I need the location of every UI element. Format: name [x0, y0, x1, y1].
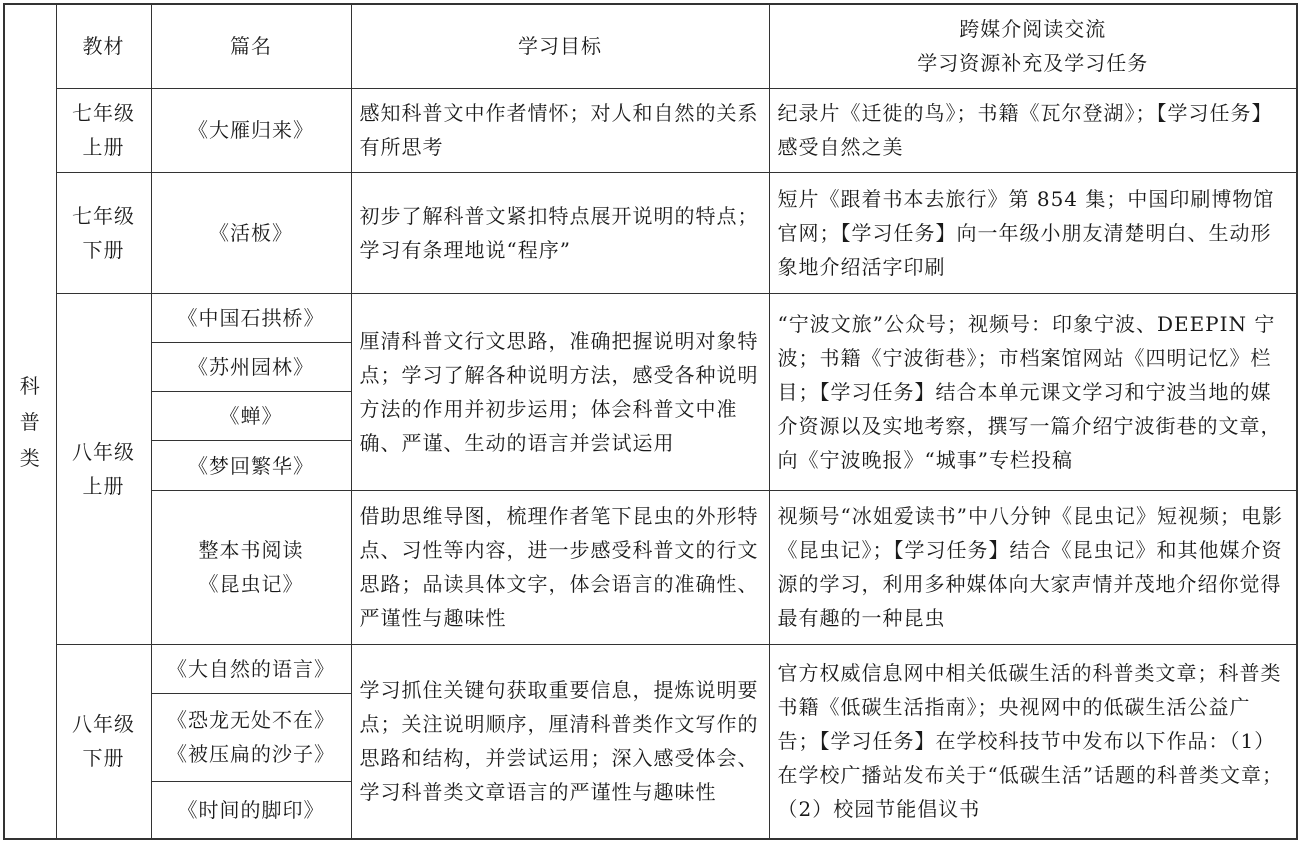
- goal-cell: 感知科普文中作者情怀；对人和自然的关系有所思考: [351, 88, 769, 172]
- title-cell: 《恐龙无处不在》 《被压扁的沙子》: [151, 693, 351, 781]
- grade-cell: 七年级 上册: [56, 88, 151, 172]
- resource-cell: 官方权威信息网中相关低碳生活的科普类文章；科普类书籍《低碳生活指南》；央视网中的低碳生活公益广告；【学习任务】在学校科技节中发布以下作品：（1）在学校广播站发布关于“低碳生活”话题的科普类文章；（2）校园节能倡议书: [769, 644, 1297, 839]
- title-cell: 《中国石拱桥》: [151, 293, 351, 342]
- title-cell: 《时间的脚印》: [151, 781, 351, 839]
- table-row: [4, 293, 1297, 342]
- resource-cell: 短片《跟着书本去旅行》第 854 集；中国印刷博物馆官网；【学习任务】向一年级小朋友清楚明白、生动形象地介绍活字印刷: [769, 172, 1297, 293]
- goal-cell: 初步了解科普文紧扣特点展开说明的特点；学习有条理地说“程序”: [351, 172, 769, 293]
- goal-cell: 厘清科普文行文思路，准确把握说明对象特点；学习了解各种说明方法，感受各种说明方法的作用并初步运用；体会科普文中准确、严谨、生动的语言并尝试运用: [351, 293, 769, 490]
- resource-cell: 纪录片《迁徙的鸟》；书籍《瓦尔登湖》；【学习任务】感受自然之美: [769, 88, 1297, 172]
- header-title: 篇名: [151, 4, 351, 88]
- curriculum-table: [3, 3, 1298, 840]
- grade-cell: 八年级 上册: [56, 293, 151, 644]
- title-cell: 《活板》: [151, 172, 351, 293]
- header-textbook: 教材: [56, 4, 151, 88]
- grade-cell: 八年级 下册: [56, 644, 151, 839]
- title-cell: 《大雁归来》: [151, 88, 351, 172]
- title-cell: 《蝉》: [151, 392, 351, 441]
- title-cell: 整本书阅读 《昆虫记》: [151, 490, 351, 644]
- goal-cell: 借助思维导图，梳理作者笔下昆虫的外形特点、习性等内容，进一步感受科普文的行文思路；品读具体文字，体会语言的准确性、严谨性与趣味性: [351, 490, 769, 644]
- table-row: [4, 644, 1297, 693]
- category-cell: [4, 4, 56, 839]
- resource-cell: 视频号“冰姐爱读书”中八分钟《昆虫记》短视频；电影《昆虫记》；【学习任务】结合《昆虫记》和其他媒介资源的学习，利用多种媒体向大家声情并茂地介绍你觉得最有趣的一种昆虫: [769, 490, 1297, 644]
- grade-cell: 七年级 下册: [56, 172, 151, 293]
- table-row: [4, 490, 1297, 644]
- header-row: [4, 4, 1297, 88]
- table-row: [4, 88, 1297, 172]
- title-cell: 《大自然的语言》: [151, 644, 351, 693]
- resource-cell: “宁波文旅”公众号；视频号：印象宁波、DEEPIN 宁波；书籍《宁波街巷》；市档案馆网站《四明记忆》栏目；【学习任务】结合本单元课文学习和宁波当地的媒介资源以及实地考察，撰写一篇介绍宁波街巷的文章，向《宁波晚报》“城事”专栏投稿: [769, 293, 1297, 490]
- table-row: [4, 172, 1297, 293]
- goal-cell: 学习抓住关键句获取重要信息，提炼说明要点；关注说明顺序，厘清科普类作文写作的思路和结构，并尝试运用；深入感受体会、学习科普类文章语言的严谨性与趣味性: [351, 644, 769, 839]
- title-cell: 《苏州园林》: [151, 342, 351, 391]
- category-label: 科 普 类: [19, 373, 41, 470]
- header-goal: 学习目标: [351, 4, 769, 88]
- title-cell: 《梦回繁华》: [151, 441, 351, 490]
- header-resource: 跨媒介阅读交流 学习资源补充及学习任务: [769, 4, 1297, 88]
